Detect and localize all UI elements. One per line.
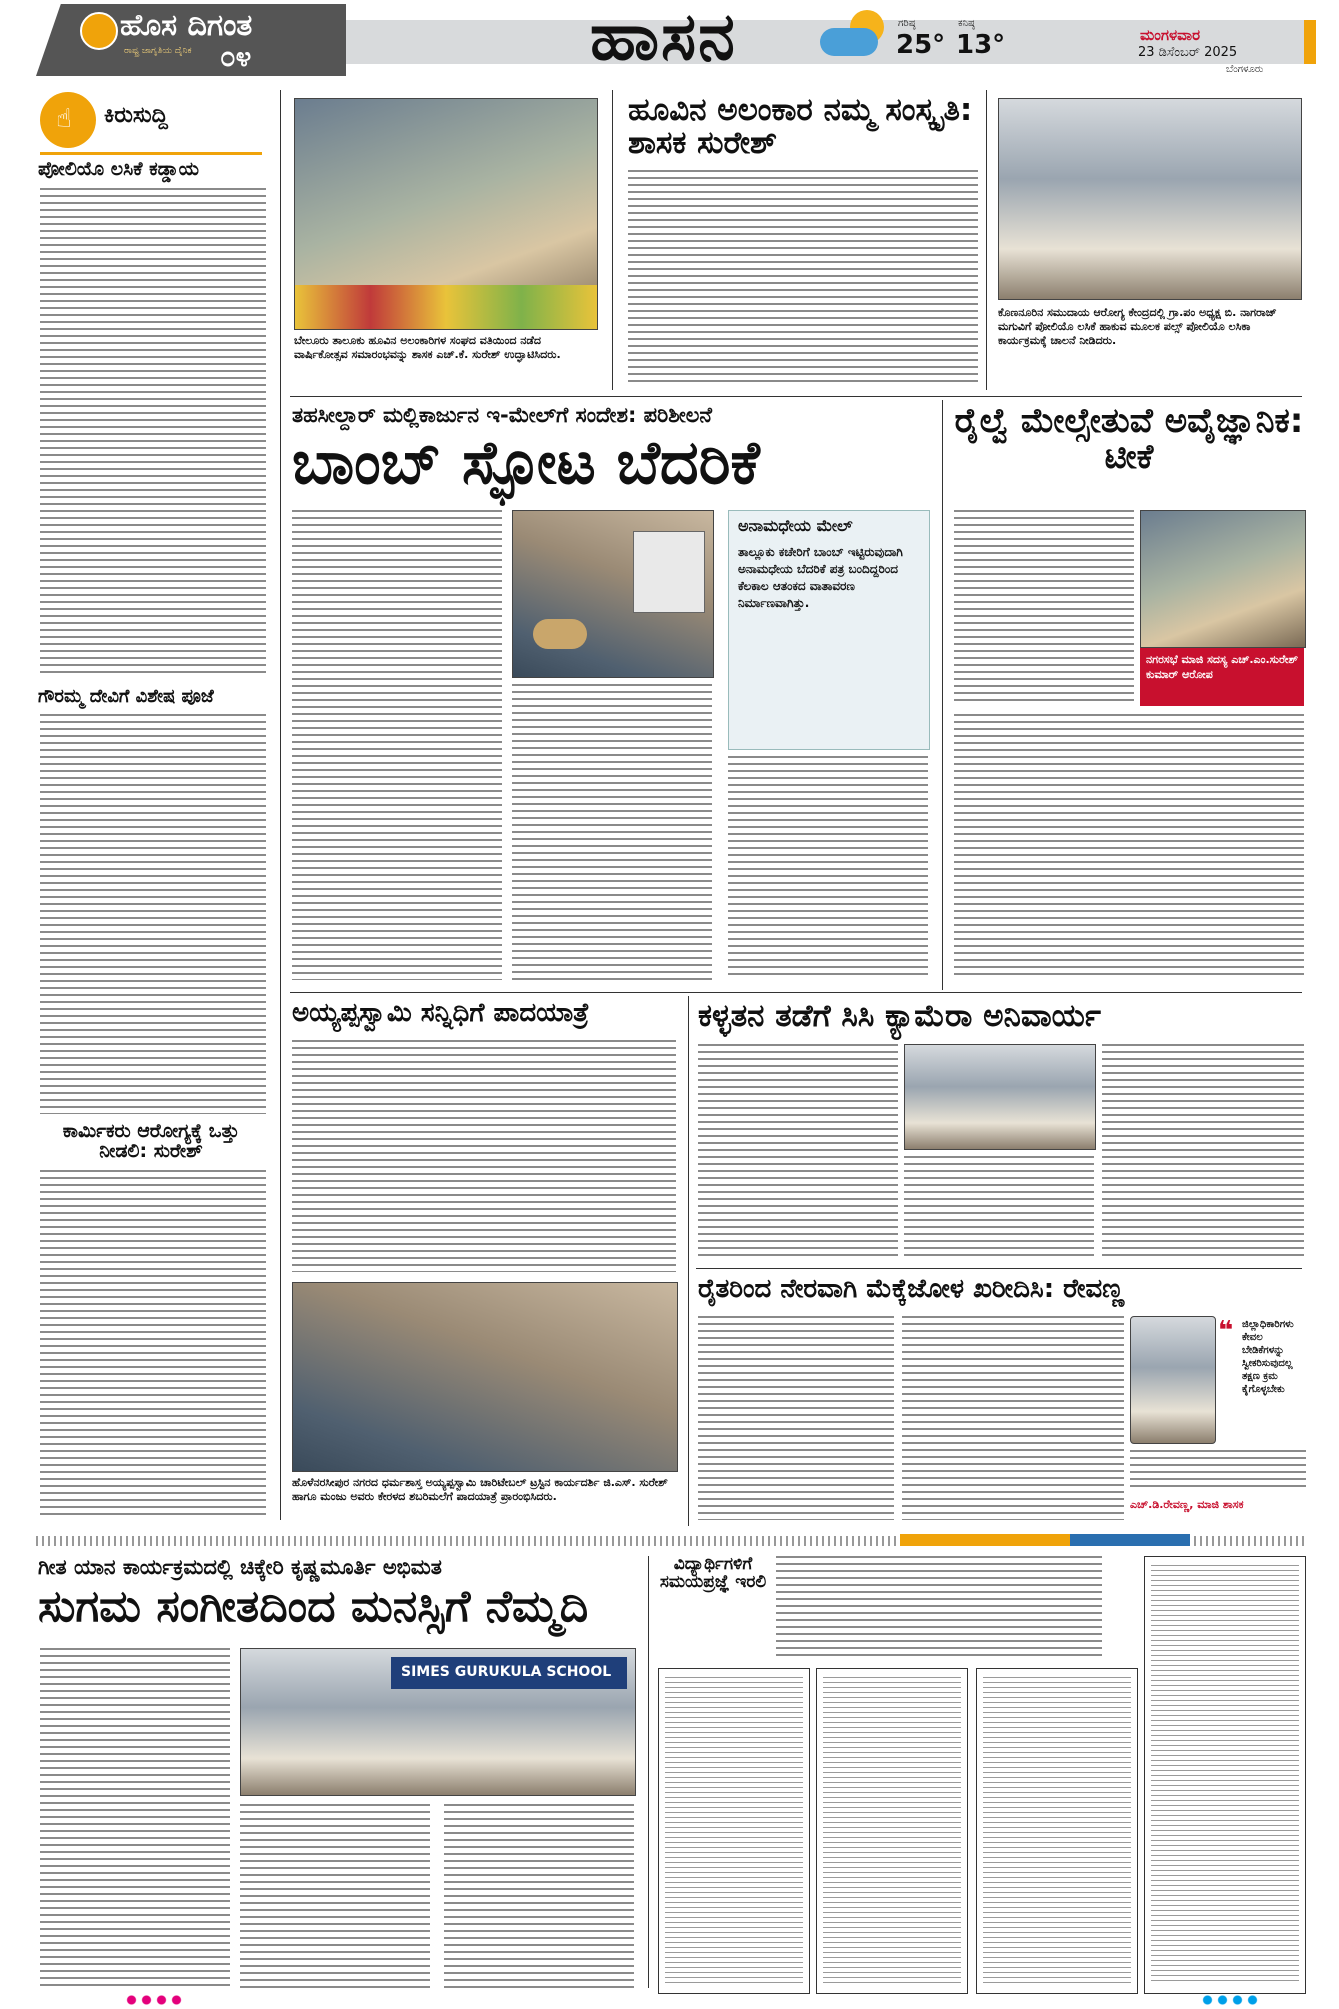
ayyappa-headline: ಅಯ್ಯಪ್ಪಸ್ವಾಮಿ ಸನ್ನಿಧಿಗೆ ಪಾದಯಾತ್ರೆ	[292, 998, 590, 1028]
max-temp-label: ಗರಿಷ್ಠ	[898, 18, 916, 29]
col1-headline-1: ಪೋಲಿಯೊ ಲಸಿಕೆ ಕಡ್ಡಾಯ	[38, 158, 199, 180]
music-headline: ಸುಗಮ ಸಂಗೀತದಿಂದ ಮನಸ್ಸಿಗೆ ನೆಮ್ಮದಿ	[38, 1581, 589, 1632]
masthead	[0, 0, 1339, 80]
divider-h-2	[290, 992, 1302, 993]
music-kicker: ಗೀತ ಯಾನ ಕಾರ್ಯಕ್ರಮದಲ್ಲಿ ಚಿಕ್ಕೇರಿ ಕೃಷ್ಣಮೂರ್ತಿ ಅಭಿಮತ	[38, 1555, 442, 1579]
col1-body-2	[40, 714, 266, 1114]
reg-marks-right	[1200, 1994, 1260, 2006]
students-headline: ವಿದ್ಯಾರ್ಥಿಗಳಿಗೆ ಸಮಯಪ್ರಜ್ಞೆ ಇರಲಿ	[659, 1554, 767, 1592]
ayyappa-group-photo	[292, 1282, 678, 1472]
revanna-portrait	[1130, 1316, 1216, 1444]
kiru-underline	[40, 152, 262, 155]
students-body	[776, 1556, 1102, 1660]
notice-ad-4	[1144, 1556, 1306, 1994]
divider-v-2	[986, 90, 987, 390]
anon-mail-text: ತಾಲ್ಲೂಕು ಕಚೇರಿಗೆ ಬಾಂಬ್ ಇಟ್ಟಿರುವುದಾಗಿ ಅನಾಮಧೇಯ ಬೆದರಿಕೆ ಪತ್ರ ಬಂದಿದ್ದರಿಂದ ಕೆಲಕಾಲ ಆತಂಕದ ವಾತಾವರಣ ನಿರ್ಮಾಣವಾಗಿತ್ತು.	[738, 545, 903, 610]
cctv-body-1	[698, 1044, 898, 1258]
rail-bridge-photo	[1140, 510, 1306, 648]
music-body-2	[240, 1804, 430, 1988]
cctv-body-2	[904, 1156, 1094, 1258]
music-body-1	[40, 1648, 230, 1988]
bomb-body-col2	[512, 684, 712, 980]
bomb-squad-photo	[512, 510, 714, 678]
polio-photo	[998, 98, 1302, 300]
max-temp: 25°	[896, 30, 946, 60]
school-board: SIMES GURUKULA SCHOOL	[401, 1664, 612, 1680]
bomb-body-col3	[728, 756, 928, 980]
bomb-headline: ಬಾಂಬ್ ಸ್ಫೋಟ ಬೆದರಿಕೆ	[292, 428, 760, 498]
day-label: ಮಂಗಳವಾರ	[1140, 26, 1201, 44]
cctv-headline: ಕಳ್ಳತನ ತಡೆಗೆ ಸಿಸಿ ಕ್ಯಾಮೆರಾ ಅನಿವಾರ್ಯ	[698, 998, 1101, 1034]
cctv-body-3	[1102, 1044, 1304, 1258]
rail-headline: ರೈಲ್ವೆ ಮೇಲ್ಸೇತುವೆ ಅವೈಜ್ಞಾನಿಕ: ಟೀಕೆ	[954, 401, 1304, 477]
kiru-hand-icon: ☝	[56, 104, 72, 134]
flower-event-photo	[294, 98, 598, 330]
ayyappa-caption: ಹೊಳೆನರಸೀಪುರ ನಗರದ ಧರ್ಮಶಾಸ್ತ ಅಯ್ಯಪ್ಪಸ್ವಾಮಿ ಚಾರಿಟೇಬಲ್ ಟ್ರಸ್ಟಿನ ಕಾರ್ಯದರ್ಶಿ ಜಿ.ಎಸ್. ಸುರೇಶ್ ಹಾಗೂ ಮಂಜು ಅವರು ಕೇರಳದ ಶಬರಿಮಲೆಗೆ ಪಾದಯಾತ್ರೆ ಪ್ರಾರಂಭಿಸಿದರು.	[292, 1476, 668, 1503]
divider-h-1	[290, 396, 1302, 397]
divider-v-4	[688, 996, 689, 1526]
divider-v-3	[942, 400, 943, 990]
brand-title: ಹೊಸ ದಿಗಂತ	[120, 8, 253, 43]
flower-headline: ಹೂವಿನ ಅಲಂಕಾರ ನಮ್ಮ ಸಂಸ್ಕೃತಿ: ಶಾಸಕ ಸುರೇಶ್	[628, 92, 973, 161]
color-strip-orange	[900, 1534, 1070, 1546]
notice-ad-1	[658, 1668, 810, 1994]
min-temp: 13°	[956, 30, 1006, 60]
notice-ad-3	[976, 1668, 1138, 1994]
anon-mail-title: ಅನಾಮಧೇಯ ಮೇಲ್	[738, 516, 853, 535]
bomb-body-col1	[292, 510, 502, 980]
brand-tagline: ರಾಷ್ಟ್ರ ಜಾಗೃತಿಯ ದೈನಿಕ	[124, 46, 192, 56]
divider-h-3	[696, 1268, 1302, 1269]
music-event-photo	[240, 1648, 636, 1796]
farmers-body-3	[1130, 1450, 1306, 1490]
kiru-label: ಕಿರುಸುದ್ದಿ	[104, 103, 168, 128]
masthead-accent	[1304, 20, 1316, 64]
city-title: ಹಾಸನ	[590, 0, 737, 75]
ayyappa-body	[292, 1040, 676, 1272]
page-number: ೦೪	[220, 40, 252, 73]
cctv-meeting-photo	[904, 1044, 1096, 1150]
notice-ad-2	[816, 1668, 968, 1994]
col1-headline-3: ಕಾರ್ಮಿಕರು ಆರೋಗ್ಯಕ್ಕೆ ಒತ್ತು ನೀಡಲಿ: ಸುರೇಶ್	[62, 1120, 240, 1162]
col1-headline-2: ಗೌರಮ್ಮ ದೇವಿಗೆ ವಿಶೇಷ ಪೂಜೆ	[38, 686, 214, 707]
col1-body-1	[40, 188, 266, 678]
rail-body-2	[954, 714, 1304, 980]
quote-icon: ❝	[1218, 1316, 1234, 1346]
farmers-headline: ರೈತರಿಂದ ನೇರವಾಗಿ ಮೆಕ್ಕೆಜೋಳ ಖರೀದಿಸಿ: ರೇವಣ್ಣ	[698, 1274, 1125, 1304]
farmers-quote: ಜಿಲ್ಲಾಧಿಕಾರಿಗಳು ಕೇವಲ ಬೇಡಿಕೆಗಳನ್ನು ಸ್ವೀಕರಿಸುವುದಲ್ಲ ತಕ್ಷಣ ಕ್ರಮ ಕೈಗೊಳ್ಳಬೇಕು	[1242, 1319, 1294, 1395]
rail-body-1	[954, 510, 1134, 706]
divider-v-1	[612, 90, 613, 390]
bomb-kicker: ತಹಸೀಲ್ದಾರ್ ಮಲ್ಲಿಕಾರ್ಜುನ ಇ-ಮೇಲ್‌ಗೆ ಸಂದೇಶ: ಪರಿಶೀಲನೆ	[292, 403, 712, 427]
brand-logo-icon	[80, 12, 118, 50]
weather-icon	[820, 10, 890, 60]
polio-caption: ಕೊಣನೂರಿನ ಸಮುದಾಯ ಆರೋಗ್ಯ ಕೇಂದ್ರದಲ್ಲಿ ಗ್ರಾ.ಪಂ ಅಧ್ಯಕ್ಷ ಬಿ. ನಾಗರಾಜ್ ಮಗುವಿಗೆ ಪೋಲಿಯೊ ಲಸಿಕೆ ಹಾಕುವ ಮೂಲಕ ಪಲ್ಸ್ ಪೋಲಿಯೊ ಲಸಿಕಾ ಕಾರ್ಯಕ್ರಮಕ್ಕೆ ಚಾಲನೆ ನೀಡಿದರು.	[998, 306, 1277, 347]
col1-divider	[280, 90, 281, 1520]
divider-v-5	[648, 1556, 649, 1988]
min-temp-label: ಕನಿಷ್ಠ	[958, 18, 975, 29]
music-body-3	[444, 1804, 634, 1988]
rail-caption: ನಗರಸಭೆ ಮಾಜಿ ಸದಸ್ಯ ಎಚ್.ಎಂ.ಸುರೇಶ್ ಕುಮಾರ್ ಆರೋಪ	[1146, 653, 1298, 681]
date-label: 23 ಡಿಸೆಂಬರ್ 2025	[1138, 45, 1238, 60]
farmers-byline: ಎಚ್.ಡಿ.ರೇವಣ್ಣ, ಮಾಜಿ ಶಾಸಕ	[1130, 1498, 1244, 1511]
flower-photo-caption: ಬೇಲೂರು ತಾಲೂಕು ಹೂವಿನ ಅಲಂಕಾರಿಗಳ ಸಂಘದ ವತಿಯಿಂದ ನಡೆದ ವಾರ್ಷಿಕೋತ್ಸವ ಸಮಾರಂಭವನ್ನು ಶಾಸಕ ಎಚ್.ಕೆ. ಸುರೇಶ್ ಉದ್ಘಾಟಿಸಿದರು.	[294, 334, 561, 361]
city-small: ಬೆಂಗಳೂರು	[1226, 64, 1264, 75]
flower-body	[628, 170, 978, 382]
color-strip-blue	[1070, 1534, 1190, 1546]
col1-body-3	[40, 1170, 266, 1520]
farmers-body-2	[902, 1316, 1124, 1520]
farmers-body-1	[698, 1316, 894, 1520]
reg-marks-left	[124, 1994, 184, 2006]
